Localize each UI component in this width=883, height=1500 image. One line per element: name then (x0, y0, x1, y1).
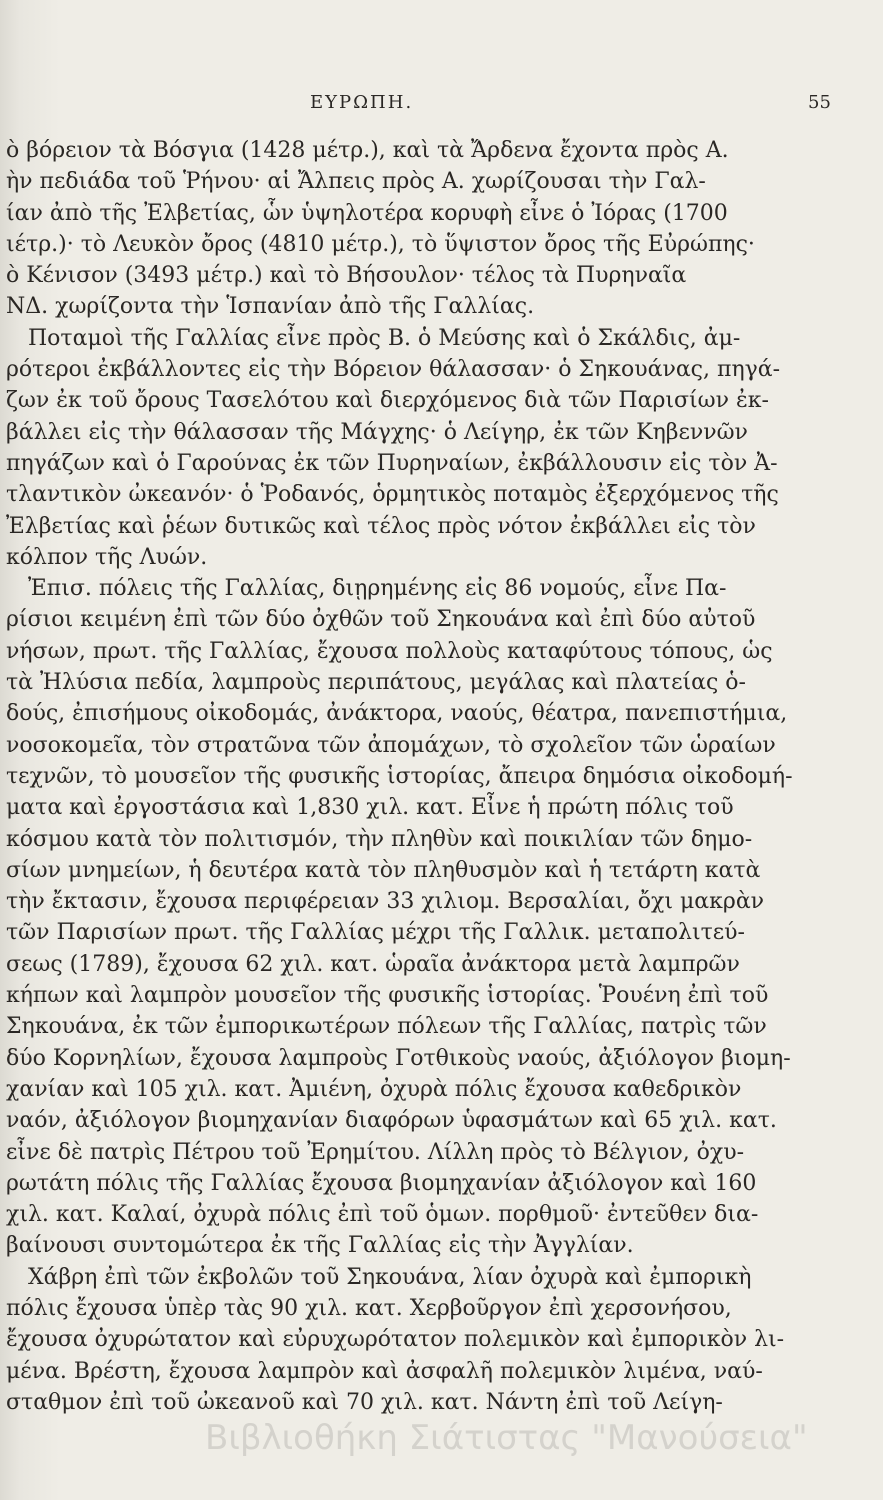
text-line: ναόν, ἀξιόλογον βιομηχανίαν διαφόρων ὑφασμάτων καὶ 65 χιλ. κατ. (6, 1108, 777, 1134)
body-text (0, 135, 883, 1418)
text-line: ίαν ἀπὸ τῆς Ἐλβετίας, ὧν ὑψηλοτέρα κορυφὴ εἶνε ὁ Ἰόρας (1700 (6, 200, 728, 226)
text-line: Σηκουάνα, ἐκ τῶν ἐμπορικωτέρων πόλεων τῆς Γαλλίας, πατρὶς τῶν (6, 1014, 767, 1040)
text-line: νοσοκομεῖα, τὸν στρατῶνα τῶν ἀπομάχων, τὸ σχολεῖον τῶν ὡραίων (6, 732, 776, 758)
text-line: ρίσιοι κειμένη ἐπὶ τῶν δύο ὀχθῶν τοῦ Σηκουάνα καὶ ἐπὶ δύο αὐτοῦ (6, 607, 756, 633)
text-line: κόσμου κατὰ τὸν πολιτισμόν, τὴν πληθὺν καὶ ποικιλίαν τῶν δημο- (6, 826, 753, 852)
page-number: 55 (808, 92, 831, 113)
text-line: Ἐλβετίας καὶ ῥέων δυτικῶς καὶ τέλος πρὸς νότον ἐκβάλλει εἰς τὸν (6, 513, 756, 539)
text-line: πόλις ἔχουσα ὑπὲρ τὰς 90 χιλ. κατ. Χερβοῦργον ἐπὶ χερσονήσου, (6, 1295, 732, 1321)
text-line: τλαντικὸν ὠκεανόν· ὁ Ῥοδανός, ὁρμητικὸς ποταμὸς ἐξερχόμενος τῆς (6, 482, 779, 508)
text-line: Ἐπισ. πόλεις τῆς Γαλλίας, διῃρημένης εἰς 86 νομούς, εἶνε Πα- (28, 576, 727, 602)
text-line: ιέτρ.)· τὸ Λευκὸν ὄρος (4810 μέτρ.), τὸ ὕψιστον ὄρος τῆς Εὐρώπης· (6, 231, 755, 257)
text-line: ρότεροι ἐκβάλλοντες εἰς τὴν Βόρειον θάλασσαν· ὁ Σηκουάνας, πηγά- (6, 357, 781, 383)
text-line: ὴν πεδιάδα τοῦ Ῥήνου· αἱ Ἄλπεις πρὸς Α. χωρίζουσαι τὴν Γαλ- (6, 169, 706, 195)
text-line: δούς, ἐπισήμους οἰκοδομάς, ἀνάκτορα, ναούς, θέατρα, πανεπιστήμια, (6, 701, 788, 727)
text-line: τὰ Ἠλύσια πεδία, λαμπροὺς περιπάτους, μεγάλας καὶ πλατείας ὁ- (6, 670, 746, 696)
text-line: τὴν ἔκτασιν, ἔχουσα περιφέρειαν 33 χιλιομ. Βερσαλίαι, ὄχι μακρὰν (6, 889, 765, 915)
text-line: τεχνῶν, τὸ μουσεῖον τῆς φυσικῆς ἱστορίας, ἄπειρα δημόσια οἰκοδομή- (6, 763, 793, 789)
text-line: ἔχουσα ὀχυρώτατον καὶ εὐρυχωρότατον πολεμικὸν καὶ ἐμπορικὸν λι- (6, 1327, 785, 1353)
text-line: μένα. Βρέστη, ἔχουσα λαμπρὸν καὶ ἀσφαλῆ πολεμικὸν λιμένα, ναύ- (6, 1358, 763, 1384)
text-line: Ποταμοὶ τῆς Γαλλίας εἶνε πρὸς Β. ὁ Μεύσης καὶ ὁ Σκάλδις, ἀμ- (28, 325, 741, 351)
text-line: δύο Κορνηλίων, ἔχουσα λαμπροὺς Γοτθικοὺς ναούς, ἀξιόλογον βιομη- (6, 1045, 791, 1071)
text-line: ΝΔ. χωρίζοντα τὴν Ἱσπανίαν ἀπὸ τῆς Γαλλίας. (6, 294, 535, 320)
text-line: ματα καὶ ἐργοστάσια καὶ 1,830 χιλ. κατ. Εἶνε ἡ πρώτη πόλις τοῦ (6, 795, 734, 821)
text-line: ρωτάτη πόλις τῆς Γαλλίας ἔχουσα βιομηχανίαν ἀξιόλογον καὶ 160 (6, 1170, 757, 1196)
text-line: κόλπον τῆς Λυών. (6, 544, 208, 570)
text-line: τῶν Παρισίων πρωτ. τῆς Γαλλίας μέχρι τῆς Γαλλικ. μεταπολιτεύ- (6, 920, 745, 946)
text-line: χιλ. κατ. Καλαί, ὀχυρὰ πόλις ἐπὶ τοῦ ὁμων. πορθμοῦ· ἐντεῦθεν δια- (6, 1202, 759, 1228)
running-head: ΕΥΡΩΠΗ. (310, 92, 414, 113)
text-line: βάλλει εἰς τὴν θάλασσαν τῆς Μάγχης· ὁ Λείγηρ, ἐκ τῶν Κηβεννῶν (6, 419, 748, 445)
text-line: ζων ἐκ τοῦ ὄρους Τασελότου καὶ διερχόμενος διὰ τῶν Παρισίων ἐκ- (6, 388, 769, 414)
text-line: σεως (1789), ἔχουσα 62 χιλ. κατ. ὡραῖα ἀνάκτορα μετὰ λαμπρῶν (6, 951, 740, 977)
text-line: πηγάζων καὶ ὁ Γαρούνας ἐκ τῶν Πυρηναίων, ἐκβάλλουσιν εἰς τὸν Ἀ- (6, 450, 778, 476)
text-line: κήπων καὶ λαμπρὸν μουσεῖον τῆς φυσικῆς ἱστορίας. Ῥουένη ἐπὶ τοῦ (6, 983, 769, 1009)
text-line: βαίνουσι συντομώτερα ἐκ τῆς Γαλλίας εἰς τὴν Ἀγγλίαν. (6, 1233, 634, 1259)
text-line: σταθμον ἐπὶ τοῦ ὠκεανοῦ καὶ 70 χιλ. κατ. Νάντη ἐπὶ τοῦ Λείγη- (6, 1389, 723, 1415)
text-line: σίων μνημείων, ἡ δευτέρα κατὰ τὸν πληθυσμὸν καὶ ἡ τετάρτη κατὰ (6, 857, 761, 883)
text-line: νήσων, πρωτ. τῆς Γαλλίας, ἔχουσα πολλοὺς καταφύτους τόπους, ὡς (6, 638, 773, 664)
page-header (0, 92, 883, 122)
library-watermark: Βιβλιοθήκη Σιάτιστας "Μανούσεια" (205, 1418, 808, 1458)
text-line: χανίαν καὶ 105 χιλ. κατ. Ἀμιένη, ὀχυρὰ πόλις ἔχουσα καθεδρικὸν (6, 1076, 742, 1102)
text-line: εἶνε δὲ πατρὶς Πέτρου τοῦ Ἐρημίτου. Λίλλη πρὸς τὸ Βέλγιον, ὀχυ- (6, 1139, 745, 1165)
text-line: Χάβρη ἐπὶ τῶν ἐκβολῶν τοῦ Σηκουάνα, λίαν ὀχυρὰ καὶ ἐμπορικὴ (28, 1264, 752, 1290)
text-line: ὸ Κένισον (3493 μέτρ.) καὶ τὸ Βήσουλον· τέλος τὰ Πυρηναῖα (6, 263, 687, 289)
text-line: ὸ βόρειον τὰ Βόσγια (1428 μέτρ.), καὶ τὰ Ἄρδενα ἔχοντα πρὸς Α. (6, 138, 729, 163)
